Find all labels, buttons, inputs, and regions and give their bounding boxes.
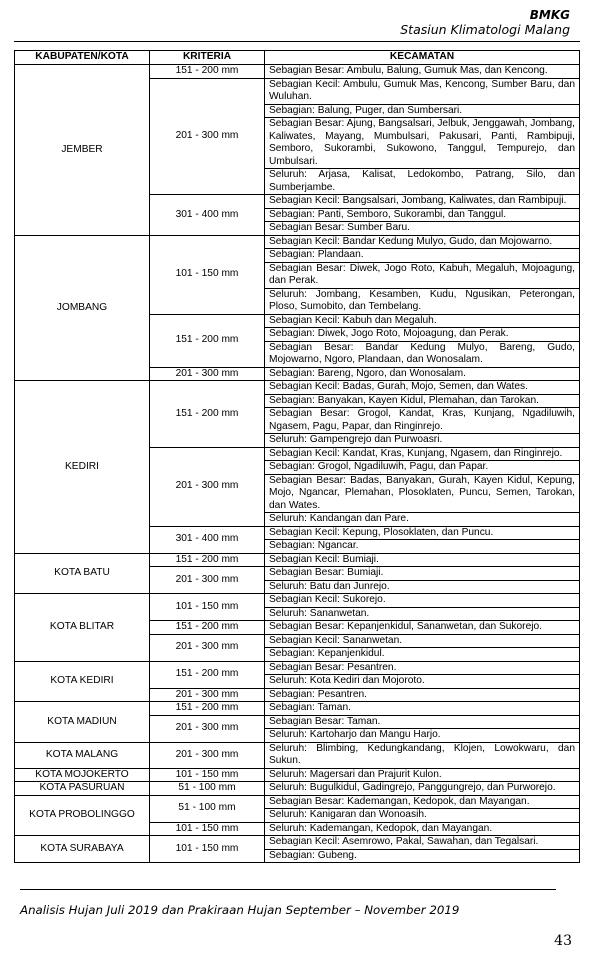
kecamatan-cell: Seluruh: Kademangan, Kedopok, dan Mayangan. — [265, 822, 580, 836]
kecamatan-cell: Sebagian Kecil: Kandat, Kras, Kunjang, Ngasem, dan Ringinrejo. — [265, 447, 580, 461]
table-row — [15, 235, 580, 249]
kriteria-cell: 151 - 200 mm — [150, 553, 265, 567]
kabupaten-cell: KOTA SURABAYA — [15, 836, 150, 863]
kriteria-cell: 201 - 300 mm — [150, 567, 265, 594]
kecamatan-cell: Sebagian Besar: Kepanjenkidul, Sananwetan, dan Sukorejo. — [265, 621, 580, 635]
kecamatan-cell: Sebagian Kecil: Sukorejo. — [265, 594, 580, 608]
kabupaten-cell: KOTA KEDIRI — [15, 661, 150, 702]
kabupaten-cell: JEMBER — [15, 65, 150, 236]
table-body — [15, 65, 580, 863]
kecamatan-cell: Seluruh: Blimbing, Kedungkandang, Klojen, Lowokwaru, dan Sukun. — [265, 742, 580, 768]
kriteria-cell: 51 - 100 mm — [150, 782, 265, 796]
kecamatan-cell: Sebagian: Taman. — [265, 702, 580, 716]
page-number: 43 — [554, 933, 572, 949]
table-row — [15, 702, 580, 716]
kecamatan-cell: Seluruh: Arjasa, Kalisat, Ledokombo, Patrang, Silo, dan Sumberjambe. — [265, 169, 580, 195]
kecamatan-cell: Sebagian Besar: Ambulu, Balung, Gumuk Mas, dan Kencong. — [265, 65, 580, 79]
kriteria-cell: 151 - 200 mm — [150, 65, 265, 79]
kecamatan-cell: Sebagian Kecil: Kabuh dan Megaluh. — [265, 314, 580, 328]
kecamatan-cell: Seluruh: Kanigaran dan Wonoasih. — [265, 809, 580, 823]
kecamatan-cell: Seluruh: Gampengrejo dan Purwoasri. — [265, 434, 580, 448]
kriteria-cell: 151 - 200 mm — [150, 314, 265, 367]
table-row — [15, 553, 580, 567]
kecamatan-cell: Sebagian Besar: Kademangan, Kedopok, dan Mayangan. — [265, 795, 580, 809]
kabupaten-cell: KOTA PROBOLINGGO — [15, 795, 150, 836]
kecamatan-cell: Sebagian Besar: Ajung, Bangsalsari, Jelbuk, Jenggawah, Jombang, Kaliwates, Mayang, Mumbulsari, Pakusari, Panti, Rambipuji, Semboro, Sukorambi, Sukowono, Tanggul, Tempurejo, dan Umbulsari. — [265, 118, 580, 169]
table-row — [15, 381, 580, 395]
header-rule — [14, 41, 580, 42]
kecamatan-cell: Seluruh: Batu dan Junrejo. — [265, 580, 580, 594]
kecamatan-cell: Sebagian Kecil: Bumiaji. — [265, 553, 580, 567]
kecamatan-cell: Sebagian: Banyakan, Kayen Kidul, Plemahan, dan Tarokan. — [265, 394, 580, 408]
column-header-kecamatan: KECAMATAN — [265, 51, 580, 65]
kriteria-cell: 301 - 400 mm — [150, 195, 265, 236]
kabupaten-cell: KOTA BATU — [15, 553, 150, 594]
kriteria-cell: 101 - 150 mm — [150, 822, 265, 836]
table-row — [15, 795, 580, 809]
kecamatan-cell: Sebagian Besar: Grogol, Kandat, Kras, Kunjang, Ngadiluwih, Ngasem, Pagu, Papar, dan Ringinrejo. — [265, 408, 580, 434]
kecamatan-cell: Seluruh: Jombang, Kesamben, Kudu, Ngusikan, Peterongan, Ploso, Sumobito, dan Tembelang. — [265, 288, 580, 314]
kecamatan-cell: Sebagian Kecil: Sananwetan. — [265, 634, 580, 648]
kriteria-cell: 101 - 150 mm — [150, 768, 265, 782]
footer-text: Analisis Hujan Juli 2019 dan Prakiraan Hujan September – November 2019 — [20, 903, 460, 917]
kabupaten-cell: JOMBANG — [15, 235, 150, 381]
kriteria-cell: 101 - 150 mm — [150, 836, 265, 863]
table-row — [15, 836, 580, 850]
kecamatan-cell: Sebagian: Kepanjenkidul. — [265, 648, 580, 662]
kriteria-cell: 101 - 150 mm — [150, 594, 265, 621]
kriteria-cell: 151 - 200 mm — [150, 661, 265, 688]
kecamatan-cell: Sebagian: Balung, Puger, dan Sumbersari. — [265, 104, 580, 118]
kecamatan-cell: Sebagian: Gubeng. — [265, 849, 580, 863]
header-station: Stasiun Klimatologi Malang — [400, 22, 570, 37]
kecamatan-cell: Seluruh: Kartoharjo dan Mangu Harjo. — [265, 729, 580, 743]
kecamatan-cell: Sebagian Kecil: Bandar Kedung Mulyo, Gudo, dan Mojowarno. — [265, 235, 580, 249]
kecamatan-cell: Seluruh: Magersari dan Prajurit Kulon. — [265, 768, 580, 782]
kabupaten-cell: KOTA BLITAR — [15, 594, 150, 662]
table-row — [15, 65, 580, 79]
kecamatan-cell: Seluruh: Kota Kediri dan Mojoroto. — [265, 675, 580, 689]
kecamatan-cell: Seluruh: Bugulkidul, Gadingrejo, Panggungrejo, dan Purworejo. — [265, 782, 580, 796]
kriteria-cell: 201 - 300 mm — [150, 634, 265, 661]
kabupaten-cell: KOTA MALANG — [15, 742, 150, 768]
kabupaten-cell: KOTA MOJOKERTO — [15, 768, 150, 782]
kecamatan-cell: Seluruh: Sananwetan. — [265, 607, 580, 621]
kriteria-cell: 151 - 200 mm — [150, 621, 265, 635]
kecamatan-cell: Seluruh: Kandangan dan Pare. — [265, 513, 580, 527]
kecamatan-cell: Sebagian Besar: Sumber Baru. — [265, 222, 580, 236]
table-header-row — [15, 51, 580, 65]
kecamatan-cell: Sebagian Kecil: Bangsalsari, Jombang, Kaliwates, dan Rambipuji. — [265, 195, 580, 209]
table-row — [15, 768, 580, 782]
kriteria-cell: 201 - 300 mm — [150, 742, 265, 768]
kecamatan-cell: Sebagian: Bareng, Ngoro, dan Wonosalam. — [265, 367, 580, 381]
column-header-kabupaten: KABUPATEN/KOTA — [15, 51, 150, 65]
header-org: BMKG — [529, 8, 570, 22]
kecamatan-cell: Sebagian Besar: Pesantren. — [265, 661, 580, 675]
kecamatan-cell: Sebagian: Panti, Semboro, Sukorambi, dan Tanggul. — [265, 208, 580, 222]
kriteria-cell: 201 - 300 mm — [150, 447, 265, 526]
table-row — [15, 661, 580, 675]
kriteria-cell: 51 - 100 mm — [150, 795, 265, 822]
kriteria-cell: 201 - 300 mm — [150, 367, 265, 381]
kriteria-cell: 151 - 200 mm — [150, 702, 265, 716]
kecamatan-cell: Sebagian: Diwek, Jogo Roto, Mojoagung, dan Perak. — [265, 328, 580, 342]
table-row — [15, 782, 580, 796]
kecamatan-cell: Sebagian Kecil: Ambulu, Gumuk Mas, Kencong, Sumber Baru, dan Wuluhan. — [265, 78, 580, 104]
kecamatan-cell: Sebagian Kecil: Kepung, Plosoklaten, dan Puncu. — [265, 526, 580, 540]
kriteria-cell: 101 - 150 mm — [150, 235, 265, 314]
kecamatan-cell: Sebagian Kecil: Badas, Gurah, Mojo, Semen, dan Wates. — [265, 381, 580, 395]
kecamatan-cell: Sebagian Besar: Bandar Kedung Mulyo, Bareng, Gudo, Mojowarno, Ngoro, Plandaan, dan Wonosalam. — [265, 341, 580, 367]
kecamatan-cell: Sebagian Kecil: Asemrowo, Pakal, Sawahan, dan Tegalsari. — [265, 836, 580, 850]
kecamatan-cell: Sebagian Besar: Badas, Banyakan, Gurah, Kayen Kidul, Kepung, Mojo, Ngancar, Plemahan, Plosoklaten, Puncu, Semen, Tarokan, dan Wates. — [265, 474, 580, 513]
kriteria-cell: 301 - 400 mm — [150, 526, 265, 553]
kriteria-cell: 201 - 300 mm — [150, 78, 265, 195]
kecamatan-cell: Sebagian: Grogol, Ngadiluwih, Pagu, dan Papar. — [265, 461, 580, 475]
kecamatan-cell: Sebagian: Ngancar. — [265, 540, 580, 554]
kecamatan-cell: Sebagian: Pesantren. — [265, 688, 580, 702]
kecamatan-cell: Sebagian Besar: Diwek, Jogo Roto, Kabuh, Megaluh, Mojoagung, dan Perak. — [265, 262, 580, 288]
kriteria-cell: 201 - 300 mm — [150, 715, 265, 742]
kecamatan-cell: Sebagian: Plandaan. — [265, 249, 580, 263]
table-row — [15, 594, 580, 608]
kriteria-cell: 151 - 200 mm — [150, 381, 265, 448]
kabupaten-cell: KOTA MADIUN — [15, 702, 150, 743]
column-header-kriteria: KRITERIA — [150, 51, 265, 65]
kriteria-cell: 201 - 300 mm — [150, 688, 265, 702]
kecamatan-cell: Sebagian Besar: Taman. — [265, 715, 580, 729]
kabupaten-cell: KOTA PASURUAN — [15, 782, 150, 796]
kecamatan-cell: Sebagian Besar: Bumiaji. — [265, 567, 580, 581]
rainfall-table — [14, 50, 580, 863]
footer-rule — [20, 889, 556, 890]
kabupaten-cell: KEDIRI — [15, 381, 150, 554]
table-row — [15, 742, 580, 768]
